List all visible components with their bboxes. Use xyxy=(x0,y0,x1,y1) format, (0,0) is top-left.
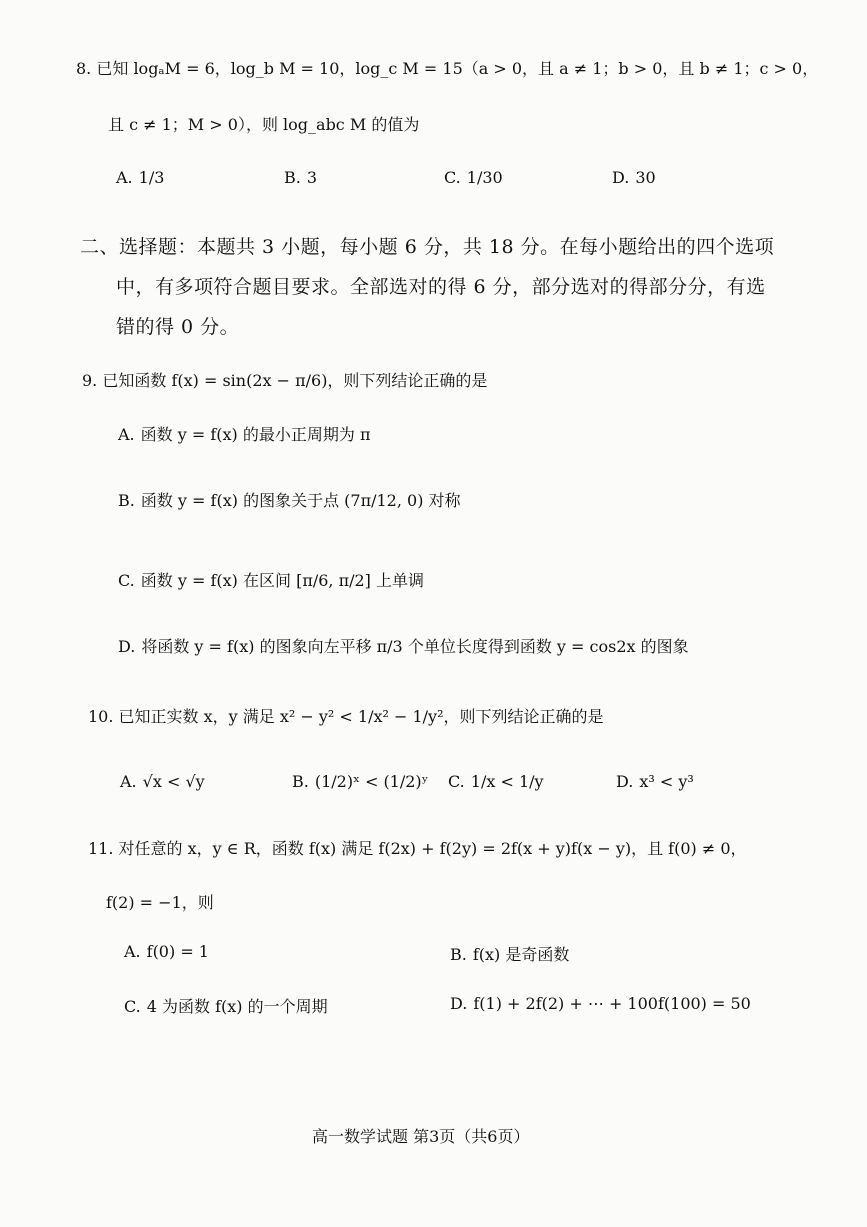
q8-option-a-text: 1/3 xyxy=(138,168,165,187)
section2-line1: 二、选择题：本题共 3 小题，每小题 6 分，共 18 分。在每小题给出的四个选项 xyxy=(80,236,775,258)
q9-option-c-label: C. xyxy=(118,571,135,590)
q11-line1: 11. 对任意的 x，y ∈ R，函数 f(x) 满足 f(2x) + f(2y) = 2f(x + y)f(x − y)，且 f(0) ≠ 0， xyxy=(88,839,747,858)
q9-option-d-text: 将函数 y = f(x) 的图象向左平移 π/3 个单位长度得到函数 y = cos2x 的图象 xyxy=(141,637,689,656)
q8-option-c-label: C. xyxy=(444,168,461,187)
q9-option-d-label: D. xyxy=(118,637,136,656)
q8-option-d xyxy=(612,168,656,187)
q10-option-d-text: x³ < y³ xyxy=(639,772,694,791)
q9-option-d xyxy=(118,634,689,657)
q10-option-c xyxy=(448,772,544,791)
q11-option-d-text: f(1) + 2f(2) + ⋯ + 100f(100) = 50 xyxy=(473,994,751,1013)
q10-option-d xyxy=(616,772,694,791)
q9-option-b-text: 函数 y = f(x) 的图象关于点 (7π/12, 0) 对称 xyxy=(140,491,461,510)
q8-option-c-text: 1/30 xyxy=(466,168,503,187)
q11-option-b-text: f(x) 是奇函数 xyxy=(472,945,570,964)
q8-option-d-label: D. xyxy=(612,168,630,187)
q10-option-a-label: A. xyxy=(120,772,137,791)
q8-line1: 8. 已知 logₐM = 6，log_b M = 10，log_c M = 15（a > 0，且 a ≠ 1；b > 0，且 b ≠ 1；c > 0， xyxy=(76,59,819,78)
q10-option-d-label: D. xyxy=(616,772,634,791)
q10-option-a-text: √x < √y xyxy=(142,772,205,791)
q10-option-c-text: 1/x < 1/y xyxy=(470,772,544,791)
q11-option-c-label: C. xyxy=(124,997,141,1016)
q9-option-c xyxy=(118,568,424,591)
q8-option-b-label: B. xyxy=(284,168,301,187)
q8-option-a xyxy=(116,168,164,187)
q8-option-c xyxy=(444,168,503,187)
q8-option-a-label: A. xyxy=(116,168,133,187)
q9-stem: 9. 已知函数 f(x) = sin(2x − π/6)，则下列结论正确的是 xyxy=(82,371,488,390)
q11-option-d-label: D. xyxy=(450,994,468,1013)
page-footer: 高一数学试题 第3页（共6页） xyxy=(312,1127,530,1146)
q9-option-a-label: A. xyxy=(118,425,135,444)
q11-option-a-text: f(0) = 1 xyxy=(146,942,209,961)
q8-option-b xyxy=(284,168,317,187)
q10-option-b-label: B. xyxy=(292,772,309,791)
q11-option-c-text: 4 为函数 f(x) 的一个周期 xyxy=(146,997,328,1016)
q9-option-b-label: B. xyxy=(118,491,135,510)
q10-stem: 10. 已知正实数 x，y 满足 x² − y² < 1/x² − 1/y²，则下列结论正确的是 xyxy=(88,707,604,726)
q10-option-a xyxy=(120,772,205,791)
q11-option-a-label: A. xyxy=(124,942,141,961)
q11-option-a xyxy=(124,942,209,961)
q11-option-b xyxy=(450,942,569,965)
q8-option-b-text: 3 xyxy=(306,168,318,187)
q10-option-b-text: (1/2)ˣ < (1/2)ʸ xyxy=(314,772,429,791)
q10-option-c-label: C. xyxy=(448,772,465,791)
q8-line2: 且 c ≠ 1；M > 0），则 log_abc M 的值为 xyxy=(108,115,420,134)
q8-option-d-text: 30 xyxy=(635,168,656,187)
q11-option-c xyxy=(124,994,328,1017)
q9-option-a xyxy=(118,422,370,445)
section2-line2: 中，有多项符合题目要求。全部选对的得 6 分，部分选对的得部分分，有选 xyxy=(116,276,766,298)
q10-option-b xyxy=(292,772,428,791)
q11-option-d xyxy=(450,994,751,1013)
q11-option-b-label: B. xyxy=(450,945,467,964)
q9-option-b xyxy=(118,488,461,511)
q9-option-c-text: 函数 y = f(x) 在区间 [π/6, π/2] 上单调 xyxy=(140,571,424,590)
section2-line3: 错的得 0 分。 xyxy=(116,316,240,338)
q9-option-a-text: 函数 y = f(x) 的最小正周期为 π xyxy=(140,425,371,444)
q11-line2: f(2) = −1，则 xyxy=(106,893,214,912)
